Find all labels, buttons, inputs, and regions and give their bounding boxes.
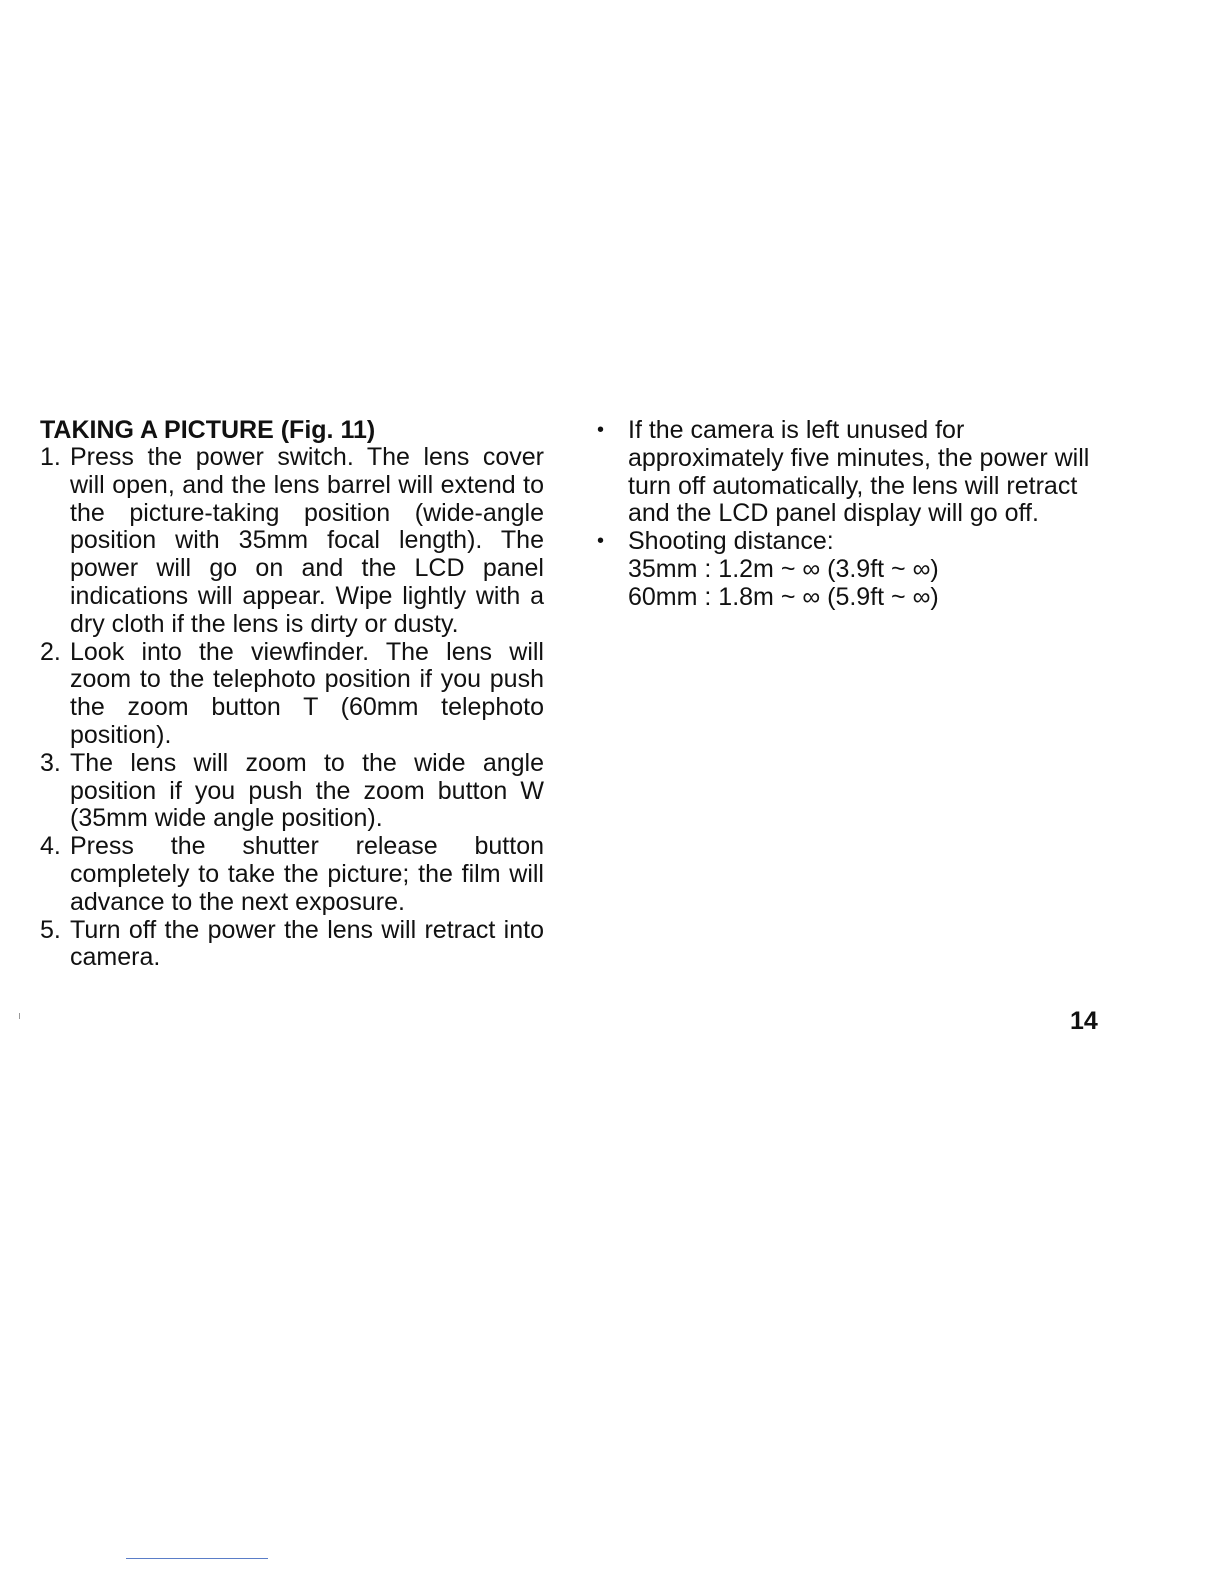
- left-column: [40, 416, 544, 972]
- steps-list: [40, 444, 544, 972]
- list-item: [40, 833, 544, 916]
- list-item: [40, 639, 544, 750]
- distance-60mm: 60mm : 1.8m ~ ∞ (5.9ft ~ ∞): [628, 582, 939, 611]
- distance-35mm: 35mm : 1.2m ~ ∞ (3.9ft ~ ∞): [628, 554, 939, 583]
- page-number: 14: [1070, 1007, 1098, 1035]
- section-heading: TAKING A PICTURE (Fig. 11): [40, 416, 376, 444]
- step-text: Turn off the power the lens will retract into camera.: [70, 915, 544, 972]
- bullet-icon: •: [597, 530, 605, 553]
- list-item: [40, 917, 544, 973]
- footer-rule: [126, 1558, 268, 1559]
- note-shooting-distance: [595, 528, 1107, 611]
- right-column: [595, 417, 1107, 612]
- note-auto-power-off: [595, 417, 1107, 528]
- step-text: The lens will zoom to the wide angle position if you push the zoom button W (35mm wide angle position).: [70, 748, 544, 833]
- step-text: Press the power switch. The lens cover will open, and the lens barrel will extend to the picture-taking position (wide-angle position with 35mm focal length). The power will go on and the LCD panel indications will appear. Wipe lightly with a dry cloth if the lens is dirty or dusty.: [70, 443, 544, 638]
- list-item: [40, 750, 544, 833]
- step-number: 5.: [40, 915, 61, 944]
- step-number: 1.: [40, 443, 61, 471]
- step-text: Press the shutter release button completely to take the picture; the film will advance to the next exposure.: [70, 832, 544, 916]
- note-text: If the camera is left unused for approximately five minutes, the power will turn off automatically, the lens will retract and the LCD panel display will go off.: [628, 416, 1090, 528]
- step-number: 3.: [40, 748, 61, 777]
- scan-mark: [19, 1013, 20, 1019]
- shooting-distance-label: Shooting distance:: [628, 527, 834, 556]
- step-number: 4.: [40, 832, 61, 861]
- notes-list: [595, 417, 1107, 612]
- list-item: [40, 444, 544, 639]
- step-number: 2.: [40, 637, 61, 666]
- bullet-icon: •: [597, 419, 605, 441]
- step-text: Look into the viewfinder. The lens will zoom to the telephoto position if you push the zoom button T (60mm telephoto position).: [70, 637, 544, 749]
